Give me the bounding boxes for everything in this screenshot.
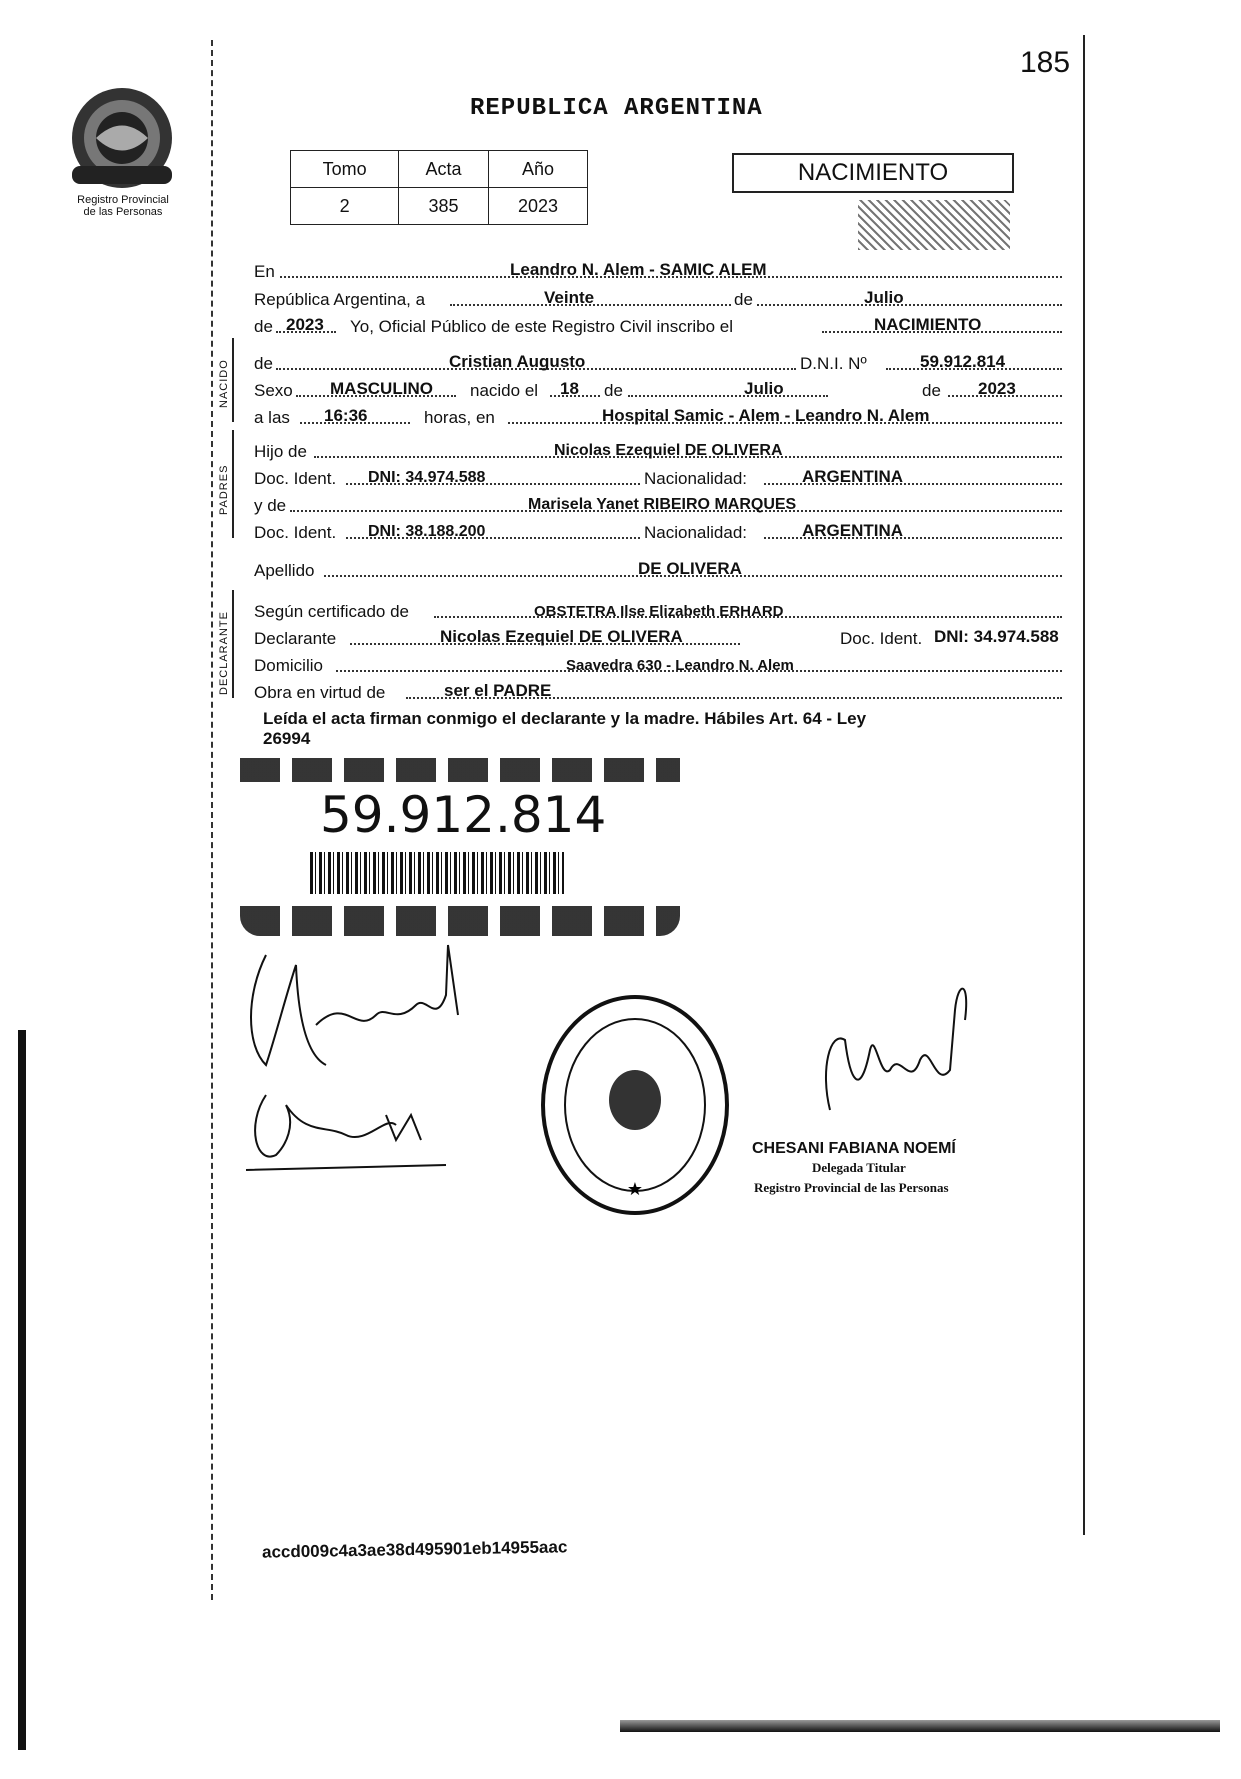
value-anio-registro: 2023 <box>286 315 324 334</box>
label-madre-nac: Nacionalidad: <box>644 523 748 542</box>
label-declarante-doc: Doc. Ident. <box>840 629 923 648</box>
label-yo: Yo, Oficial Público de este Registro Civil inscribo el <box>350 317 733 336</box>
value-padre-nac: ARGENTINA <box>802 467 904 486</box>
value-certificado: OBSTETRA Ilse Elizabeth ERHARD <box>534 603 784 620</box>
signature-note <box>263 709 1063 749</box>
row-anio <box>254 311 1062 337</box>
left-edge-bar <box>18 1030 26 1750</box>
nacido-bar <box>232 338 234 422</box>
record-type-box: NACIMIENTO <box>732 153 1014 193</box>
row-apellido <box>254 555 1062 581</box>
value-declarante-doc: DNI: 34.974.588 <box>934 627 1059 646</box>
side-label-declarante: DECLARANTE <box>218 611 230 695</box>
svg-text:★: ★ <box>626 1179 644 1200</box>
stamp-number: 59.912.814 <box>320 786 607 844</box>
bottom-edge-bar <box>620 1720 1220 1732</box>
value-obra: ser el PADRE <box>444 681 552 700</box>
value-madre-doc: DNI: 38.188.200 <box>368 523 486 540</box>
logo-caption <box>58 194 188 218</box>
stamp-top-border <box>240 758 680 782</box>
value-sexo: MASCULINO <box>330 379 433 398</box>
province-logo <box>62 78 182 198</box>
row-sexo <box>254 375 1062 401</box>
label-en: En <box>254 262 275 281</box>
label-dni: D.N.I. Nº <box>800 354 867 373</box>
value-madre-nac: ARGENTINA <box>802 521 904 540</box>
signature-declarante <box>236 935 486 1085</box>
official-org: Registro Provincial de las Personas <box>754 1180 949 1195</box>
value-dia: Veinte <box>544 288 595 307</box>
stamp-bottom-border <box>240 906 680 936</box>
value-tomo: 2 <box>291 188 399 225</box>
label-nacido-de: de <box>254 354 273 373</box>
row-fecha <box>254 284 1062 310</box>
value-apellido: DE OLIVERA <box>638 559 742 578</box>
declarante-bar <box>232 590 234 698</box>
value-padre: Nicolas Ezequiel DE OLIVERA <box>554 442 783 459</box>
security-stamp <box>858 200 1010 250</box>
value-mes-nacimiento: Julio <box>744 379 784 398</box>
logo-caption-line1: Registro Provincial <box>77 194 169 206</box>
document-hash: accd009c4a3ae38d495901eb14955aac <box>261 1537 568 1562</box>
side-label-nacido: NACIDO <box>218 359 230 408</box>
value-hora: 16:36 <box>324 406 368 425</box>
row-en <box>254 256 1062 282</box>
row-domicilio <box>254 650 1062 676</box>
label-republica: República Argentina, a <box>254 290 426 309</box>
value-declarante: Nicolas Ezequiel DE OLIVERA <box>440 627 683 646</box>
row-padre-doc <box>254 463 1062 489</box>
signature-note-line1: Leída el acta firman conmigo el declarante y la madre. Hábiles Art. 64 - Ley <box>263 709 867 728</box>
row-y-de <box>254 490 1062 516</box>
logo-caption-line2: de las Personas <box>83 206 163 218</box>
label-padre-doc: Doc. Ident. <box>254 469 337 488</box>
value-nombre: Cristian Augusto <box>449 352 586 371</box>
row-certificado <box>254 596 1062 622</box>
header-tomo: Tomo <box>291 151 399 188</box>
row-hijo-de <box>254 436 1062 462</box>
label-horas-en: horas, en <box>424 408 495 427</box>
row-obra <box>254 677 1062 703</box>
side-label-padres: PADRES <box>218 464 230 515</box>
signature-note-line2: 26994 <box>263 729 311 748</box>
label-obra: Obra en virtud de <box>254 683 386 702</box>
value-mes: Julio <box>864 288 904 307</box>
label-de: de <box>734 290 753 309</box>
official-name: CHESANI FABIANA NOEMÍ <box>752 1140 956 1157</box>
label-y-de: y de <box>254 496 287 515</box>
padres-bar <box>232 430 234 538</box>
row-nombre <box>254 348 1062 374</box>
label-de2: de <box>254 317 273 336</box>
label-sexo: Sexo <box>254 381 293 400</box>
value-madre: Marisela Yanet RIBEIRO MARQUES <box>528 496 797 513</box>
label-domicilio: Domicilio <box>254 656 323 675</box>
label-apellido: Apellido <box>254 561 315 580</box>
value-dia-nacimiento: 18 <box>560 379 579 398</box>
label-nacido-el: nacido el <box>470 381 539 400</box>
signature-official <box>800 970 990 1140</box>
value-anio-nacimiento: 2023 <box>978 379 1016 398</box>
header-acta: Acta <box>399 151 489 188</box>
label-certificado: Según certificado de <box>254 602 409 621</box>
label-hijo-de: Hijo de <box>254 442 307 461</box>
value-tipo: NACIMIENTO <box>874 315 982 334</box>
label-declarante: Declarante <box>254 629 337 648</box>
row-madre-doc <box>254 517 1062 543</box>
row-hora <box>254 402 1062 428</box>
value-anio: 2023 <box>488 188 587 225</box>
official-role: Delegada Titular <box>812 1160 906 1175</box>
value-dni: 59.912.814 <box>920 352 1006 371</box>
registry-table <box>290 150 588 225</box>
right-margin-line <box>1083 35 1085 1535</box>
label-de-mes: de <box>604 381 623 400</box>
label-madre-doc: Doc. Ident. <box>254 523 337 542</box>
official-seal <box>535 990 735 1220</box>
value-acta: 385 <box>399 188 489 225</box>
label-de-anio: de <box>922 381 941 400</box>
document-title: REPUBLICA ARGENTINA <box>470 95 763 122</box>
row-declarante <box>254 623 1062 649</box>
page-number: 185 <box>1020 46 1071 79</box>
value-domicilio: Saavedra 630 - Leandro N. Alem <box>566 657 794 674</box>
header-anio: Año <box>488 151 587 188</box>
left-margin-line <box>211 40 213 1600</box>
signature-madre <box>236 1075 456 1185</box>
label-a-las: a las <box>254 408 290 427</box>
province-seal-icon <box>62 78 182 198</box>
value-padre-doc: DNI: 34.974.588 <box>368 469 486 486</box>
label-padre-nac: Nacionalidad: <box>644 469 748 488</box>
barcode <box>310 852 564 894</box>
value-en: Leandro N. Alem - SAMIC ALEM <box>510 260 767 279</box>
value-lugar: Hospital Samic - Alem - Leandro N. Alem <box>602 406 930 425</box>
